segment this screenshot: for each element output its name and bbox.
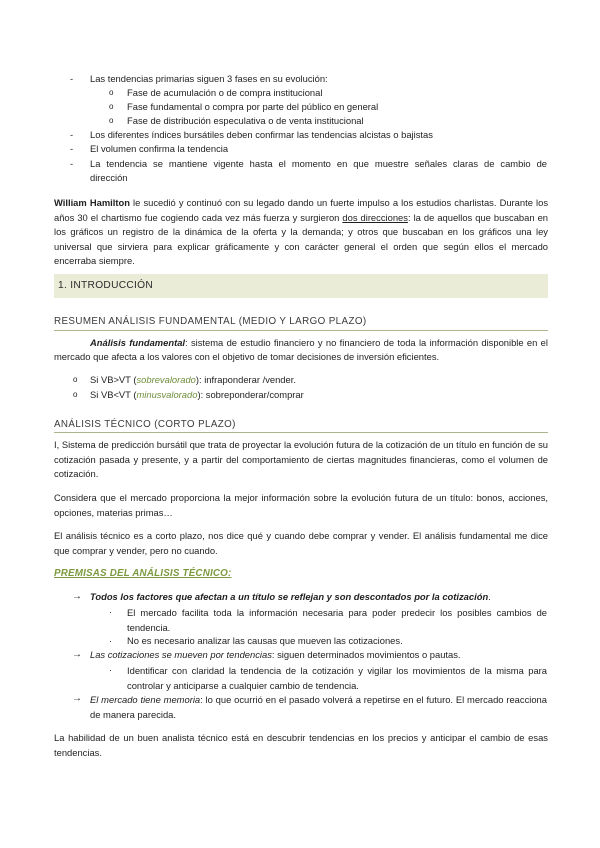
premisa-3 — [90, 693, 547, 722]
premisa-1-sub-2: No es necesario analizar las causas que mueven las cotizaciones. — [127, 635, 403, 646]
sub-item-acumulacion: Fase de acumulación o de compra institucional — [127, 87, 323, 98]
premisa-2-sub-1: Identificar con claridad la tendencia de la cotización y vigilar los movimientos de la misma para controlar y anticiparse a cualquier cambio de tendencia. — [127, 665, 547, 691]
closing-paragraph: La habilidad de un buen analista técnico está en descubrir tendencias en los precios y anticipar el cambio de esas tendencias. — [54, 732, 548, 758]
sub-bullet: o — [73, 390, 78, 399]
bullet-minusvalorado — [90, 389, 304, 401]
hamilton-text-2: : la de aquellos que buscaban en los gráficos un registro de la dinámica de la oferta y la demanda; y otros que buscaban en los gráficos una ley universal que sirviera para explicar gráficamente y con carácter general el orden que según ellos el mercado encerraba siempre. — [54, 211, 549, 267]
premisa-1 — [90, 591, 491, 603]
minusvalorado-label: minusvalorado — [136, 389, 198, 400]
term-analisis-fundamental: Análisis fundamental — [90, 337, 186, 348]
b1-post: ): infraponderar /vender. — [195, 374, 296, 385]
heading-premisas: PREMISAS DEL ANÁLISIS TÉCNICO: — [54, 568, 232, 579]
sub-bullet: o — [109, 116, 114, 125]
list-item-volumen: El volumen confirma la tendencia — [90, 143, 229, 154]
premisa-1-title: Todos los factores que afectan a un título se reflejan y son descontados por la cotización — [90, 591, 489, 602]
arrow-bullet: → — [72, 693, 82, 704]
hamilton-paragraph — [54, 196, 548, 269]
sub-bullet: o — [109, 88, 114, 97]
heading-analisis-fundamental: RESUMEN ANÁLISIS FUNDAMENTAL (MEDIO Y LARGO PLAZO) — [54, 316, 367, 327]
premisa-1-end: . — [488, 591, 491, 602]
tecnico-paragraph-1: I, Sistema de predicción bursátil que trata de proyectar la evolución futura de la cotización de un título en función de su cotización pasada y presente, y a partir del comportamiento de ciertas magnitudes financieras, como el volumen de cotización. — [54, 439, 548, 480]
tecnico-paragraph-2: Considera que el mercado proporciona la mejor información sobre la evolución futura de un título: bonos, acciones, opciones, materias primas… — [54, 492, 548, 518]
list-dash: - — [70, 129, 74, 140]
heading-underline — [54, 432, 548, 433]
sub-item-distribucion: Fase de distribución especulativa o de venta institucional — [127, 115, 364, 126]
b2-post: ): sobreponderar/comprar — [197, 389, 304, 400]
list-dash: - — [70, 73, 74, 84]
list-item-tendencia-line2: dirección — [90, 172, 128, 183]
hamilton-text-1: le sucedió y continuó con su legado dando un fuerte impulso a los estudios charlistas. Durante los años 30 el chartismo fue cogiendo cada vez más fuerza y surgieron — [54, 197, 548, 223]
list-item-tendencia-line1: La tendencia se mantiene vigente hasta el momento en que muestre señales claras de cambio de — [90, 158, 547, 169]
premisa-3-rest: : lo que ocurrió en el pasado volverá a repetirse en el futuro. El mercado reacciona de manera parecida. — [90, 694, 547, 720]
sub-bullet: o — [109, 102, 114, 111]
list-item-indices: Los diferentes índices bursátiles deben confirmar las tendencias alcistas o bajistas — [90, 129, 433, 140]
dos-direcciones-link: dos direcciones — [342, 211, 408, 223]
premisa-2-title: Las cotizaciones se mueven por tendencias — [90, 649, 272, 660]
premisa-2-rest: : siguen determinados movimientos o pautas. — [271, 649, 461, 660]
premisa-3-title: El mercado tiene memoria — [90, 694, 201, 705]
fundamental-def-text: : sistema de estudio financiero y no financiero de toda la información disponible en el mercado que afecta a los valores con el objetivo de tomar decisiones de inversión eficientes. — [54, 337, 548, 363]
heading-underline — [54, 330, 548, 331]
fundamental-definition — [54, 336, 548, 364]
sobrevalorado-label: sobrevalorado — [136, 374, 196, 385]
sub-bullet: o — [73, 375, 78, 384]
list-dash: - — [70, 158, 74, 169]
arrow-bullet: → — [72, 649, 82, 660]
b1-pre: Si VB>VT ( — [90, 374, 137, 385]
arrow-bullet: → — [72, 591, 82, 602]
hamilton-name: William Hamilton — [54, 197, 130, 208]
section-title-introduccion: 1. INTRODUCCIÓN — [58, 280, 154, 291]
b2-pre: Si VB<VT ( — [90, 389, 137, 400]
dot-bullet: · — [109, 636, 112, 646]
dot-bullet: · — [109, 665, 112, 675]
bullet-sobrevalorado — [90, 374, 296, 386]
heading-analisis-tecnico: ANÁLISIS TÉCNICO (CORTO PLAZO) — [54, 419, 236, 430]
list-dash: - — [70, 143, 74, 154]
dot-bullet: · — [109, 607, 112, 617]
premisa-2 — [90, 649, 461, 661]
sub-item-fundamental: Fase fundamental o compra por parte del público en general — [127, 101, 379, 112]
premisa-1-sub-1: El mercado facilita toda la información necesaria para poder predecir los posibles cambios de tendencia. — [127, 607, 547, 633]
tecnico-paragraph-3: El análisis técnico es a corto plazo, nos dice qué y cuando debe comprar y vender. El análisis fundamental me dice que comprar y vender, pero no cuando. — [54, 530, 548, 556]
list-item-fases: Las tendencias primarias siguen 3 fases en su evolución: — [90, 73, 328, 84]
